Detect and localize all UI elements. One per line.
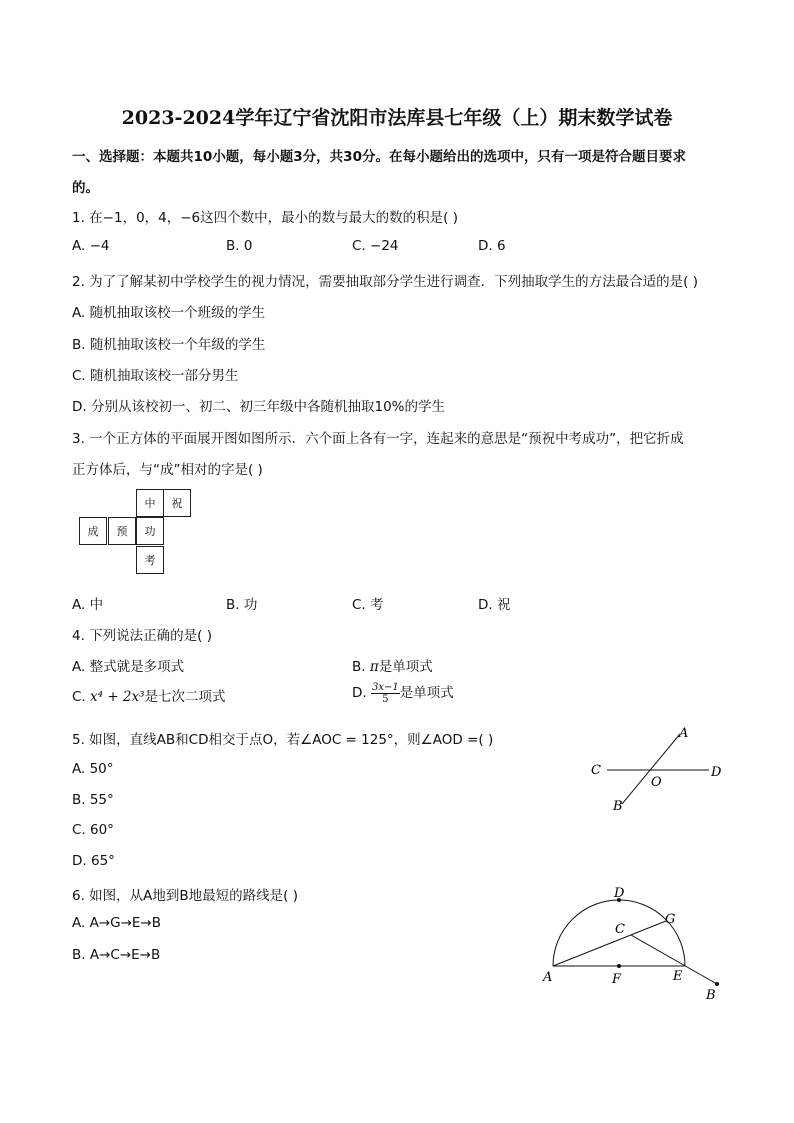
- label-d: D: [711, 765, 722, 780]
- label-b: B: [706, 988, 716, 1003]
- q2-option-a[interactable]: A. 随机抽取该校一个班级的学生: [72, 305, 266, 321]
- q1-option-c[interactable]: C. −24: [352, 238, 399, 254]
- question-5-stem: 5. 如图，直线AB和CD相交于点O，若∠AOC = 125°，则∠AOD =( ): [72, 732, 494, 748]
- q4-option-b[interactable]: [352, 655, 433, 675]
- q4-option-c[interactable]: [72, 685, 226, 705]
- option-text: 是单项式: [378, 659, 433, 675]
- label-c: C: [591, 763, 601, 778]
- q6-option-b[interactable]: B. A→C→E→B: [72, 947, 161, 963]
- q5-option-b[interactable]: B. 55°: [72, 792, 114, 808]
- question-1-stem: 1. 在−1，0，4，−6这四个数中，最小的数与最大的数的积是( ): [72, 210, 458, 226]
- option-letter: C.: [72, 689, 91, 705]
- net-cell: 预: [108, 517, 136, 545]
- q4-option-a[interactable]: A. 整式就是多项式: [72, 659, 185, 675]
- polynomial-expression: x⁴ + 2x³: [90, 689, 145, 705]
- question-3-stem-cont: 正方体后，与“成”相对的字是( ): [72, 462, 263, 478]
- intersecting-lines-figure: [585, 722, 730, 822]
- fraction-expression: [371, 682, 400, 705]
- option-text: 是单项式: [399, 685, 454, 701]
- label-g: G: [665, 912, 676, 927]
- q3-option-d[interactable]: D. 祝: [478, 597, 511, 613]
- label-f: F: [612, 972, 622, 987]
- net-cell: 祝: [163, 489, 191, 517]
- q1-option-a[interactable]: A. −4: [72, 238, 110, 254]
- page-title: 2023-2024学年辽宁省沈阳市法库县七年级（上）期末数学试卷: [121, 107, 673, 129]
- option-letter: B.: [352, 659, 370, 675]
- question-3-stem: 3. 一个正方体的平面展开图如图所示．六个面上各有一字，连起来的意思是“预祝中考成功”，把它折成: [72, 431, 684, 447]
- label-o: O: [651, 775, 662, 790]
- question-6-stem: 6. 如图，从A地到B地最短的路线是( ): [72, 888, 298, 904]
- label-b: B: [613, 799, 623, 814]
- option-letter: D.: [352, 685, 371, 701]
- q1-option-d[interactable]: D. 6: [478, 238, 506, 254]
- q5-option-a[interactable]: A. 50°: [72, 761, 114, 777]
- semicircle-route-figure: [535, 880, 735, 1005]
- q5-option-d[interactable]: D. 65°: [72, 853, 115, 869]
- q2-option-d[interactable]: D. 分别从该校初一、初二、初三年级中各随机抽取10%的学生: [72, 399, 445, 415]
- q2-option-b[interactable]: B. 随机抽取该校一个年级的学生: [72, 337, 266, 353]
- segment-ag: [553, 921, 666, 966]
- q4-option-d[interactable]: [352, 681, 454, 705]
- point-f: [617, 964, 621, 968]
- point-b: [715, 982, 719, 986]
- label-a: A: [679, 726, 689, 741]
- q5-option-c[interactable]: C. 60°: [72, 822, 114, 838]
- net-cell: 考: [136, 546, 164, 574]
- q6-option-a[interactable]: A. A→G→E→B: [72, 915, 162, 931]
- question-2-stem: 2. 为了了解某初中学校学生的视力情况，需要抽取部分学生进行调查．下列抽取学生的方法最合适的是( ): [72, 274, 698, 290]
- question-4-stem: 4. 下列说法正确的是( ): [72, 628, 212, 644]
- line-ab: [622, 734, 680, 804]
- q3-option-b[interactable]: B. 功: [226, 597, 258, 613]
- label-c: C: [615, 922, 625, 937]
- label-a: A: [543, 970, 553, 985]
- fraction-denominator: 5: [382, 693, 389, 705]
- net-cell: 成: [79, 517, 107, 545]
- net-cell: 中: [136, 489, 164, 517]
- section-heading: 一、选择题：本题共10小题，每小题3分，共30分。在每小题给出的选项中，只有一项是符合题目要求: [72, 149, 686, 165]
- cube-net-figure: [79, 489, 194, 575]
- pi-symbol: π: [369, 659, 379, 675]
- q1-option-b[interactable]: B. 0: [226, 238, 253, 254]
- net-cell: 功: [136, 517, 164, 545]
- fraction-numerator: 3x−1: [371, 681, 399, 693]
- q2-option-c[interactable]: C. 随机抽取该校一部分男生: [72, 368, 239, 384]
- q3-option-c[interactable]: C. 考: [352, 597, 384, 613]
- section-heading-cont: 的。: [72, 180, 99, 196]
- q3-option-a[interactable]: A. 中: [72, 597, 104, 613]
- label-e: E: [673, 969, 683, 984]
- label-d: D: [614, 886, 625, 901]
- option-text: 是七次二项式: [144, 689, 226, 705]
